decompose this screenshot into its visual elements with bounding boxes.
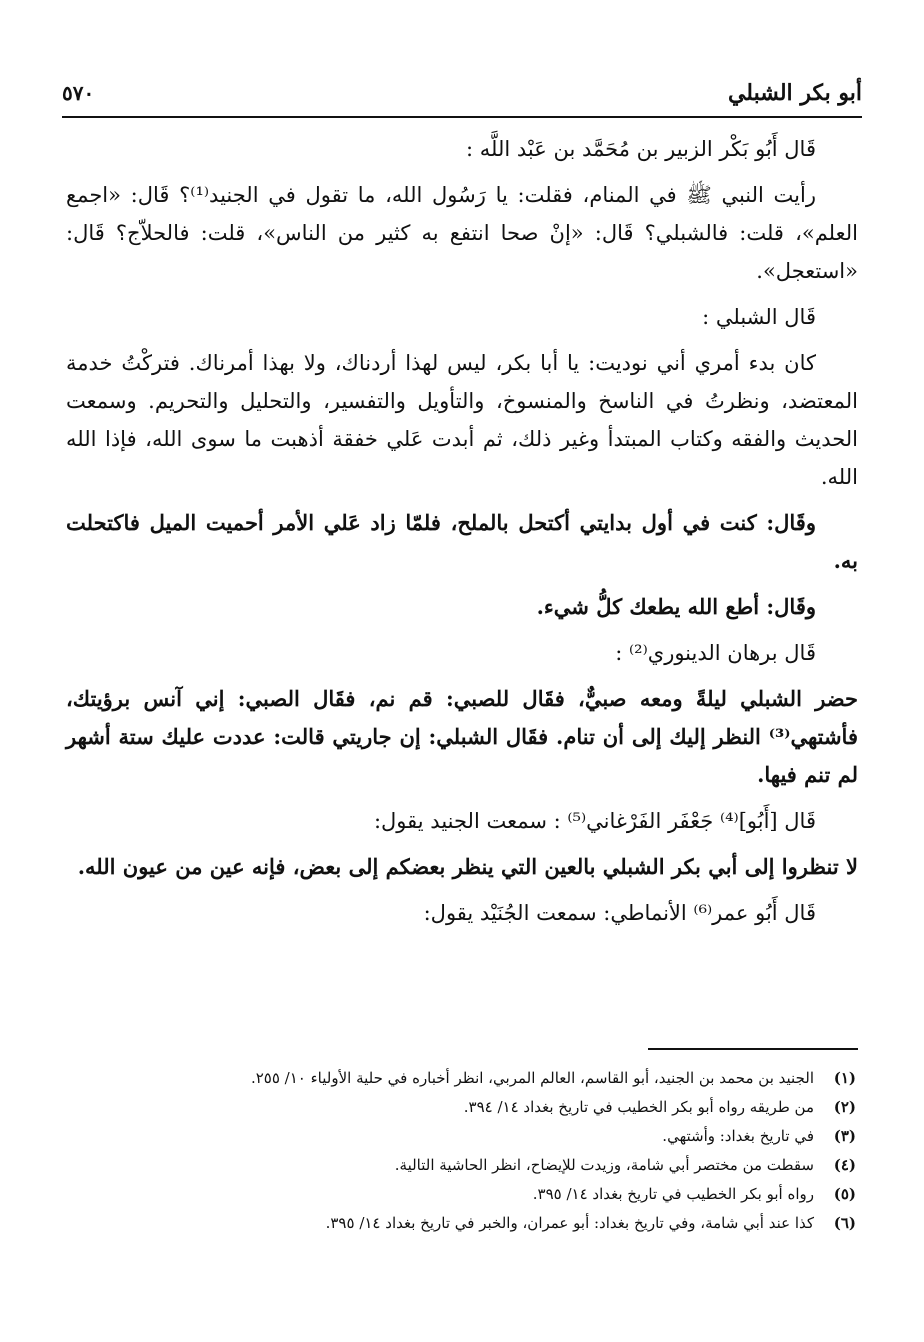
running-title: أبو بكر الشبلي	[727, 80, 862, 106]
footnotes	[66, 1048, 858, 1238]
paragraph: حضر الشبلي ليلةً ومعه صبيٌّ، فقَال للصبي: قم نم، فقَال الصبي: إني آنس برؤيتك، فأشتهي⁽³⁾ النظر إليك إلى أن تنام. فقَال الشبلي: إن جاريتي قالت: عددت عليك ستة أشهر لم تنم فيها.	[66, 686, 858, 787]
footnote-text: الجنيد بن محمد بن الجنيد، أبو القاسم، العالم المربي، انظر أخباره في حلية الأولياء ١٠/ ٢٥٥.	[250, 1069, 814, 1087]
page-number: ٥٧٠	[62, 81, 95, 105]
footnote-text: رواه أبو بكر الخطيب في تاريخ بغداد ١٤/ ٣٩٥.	[532, 1185, 814, 1203]
footnote-list	[66, 1064, 858, 1238]
footnote-number: (٤)	[833, 1156, 856, 1174]
paragraph: وقَال: أطع الله يطعك كلُّ شيء.	[536, 594, 816, 619]
paragraph: قَال الشبلي :	[702, 305, 816, 329]
footnote	[66, 1151, 858, 1180]
page-header	[62, 72, 862, 114]
paragraph: قَال برهان الدينوري⁽²⁾ :	[615, 641, 816, 665]
main-text	[66, 130, 858, 940]
footnote	[66, 1064, 858, 1093]
footnote	[66, 1209, 858, 1238]
footnote-text: سقطت من مختصر أبي شامة، وزيدت للإيضاح، انظر الحاشية التالية.	[394, 1156, 814, 1174]
footnote-number: (٥)	[833, 1185, 856, 1203]
paragraph: رأيت النبي ﷺ في المنام، فقلت: يا رَسُول الله، ما تقول في الجنيد⁽¹⁾؟ قَال: «اجمع العلم»، قلت: فالشبلي؟ قَال: «إنْ صحا انتفع به كثير من الناس»، قلت: فالحلاّج؟ قَال: «استعجل».	[66, 183, 858, 283]
footnote	[66, 1122, 858, 1151]
footnote-text: في تاريخ بغداد: وأشتهي.	[662, 1127, 814, 1145]
footnote-number: (١)	[833, 1069, 856, 1087]
header-divider	[62, 116, 862, 118]
footnote-text: كذا عند أبي شامة، وفي تاريخ بغداد: أبو عمران، والخبر في تاريخ بغداد ١٤/ ٣٩٥.	[325, 1214, 814, 1232]
footnote	[66, 1180, 858, 1209]
paragraph: قَال أَبُو بَكْر الزبير بن مُحَمَّد بن عَبْد اللَّه :	[466, 137, 816, 161]
footnote-divider	[648, 1048, 858, 1050]
footnote-number: (٣)	[833, 1127, 856, 1145]
paragraph: وقَال: كنت في أول بدايتي أكتحل بالملح، فلمّا زاد عَلي الأمر أحميت الميل فاكتحلت به.	[66, 510, 858, 573]
paragraph: قَال [أَبُو]⁽⁴⁾ جَعْفَر الفَرْغاني⁽⁵⁾ : سمعت الجنيد يقول:	[373, 809, 816, 833]
footnote-text: من طريقه رواه أبو بكر الخطيب في تاريخ بغداد ١٤/ ٣٩٤.	[463, 1098, 814, 1116]
footnote	[66, 1093, 858, 1122]
footnote-number: (٢)	[833, 1098, 856, 1116]
paragraph: كان بدء أمري أني نوديت: يا أبا بكر، ليس لهذا أردناك، ولا بهذا أمرناك. فتركْتُ خدمة المعتضد، ونظرتُ في الناسخ والمنسوخ، والتأويل والتفسير، والتحليل والتحريم. وسمعت الحديث والفقه وكتاب المبتدأ وغير ذلك، ثم أبدت عَلي خفقة أذهبت ما سوى الله، فإذا الله الله.	[66, 351, 858, 489]
paragraph: لا تنظروا إلى أبي بكر الشبلي بالعين التي ينظر بعضكم إلى بعض، فإنه عين من عيون الله.	[77, 854, 858, 879]
footnote-number: (٦)	[833, 1214, 856, 1232]
paragraph: قَال أَبُو عمر⁽⁶⁾ الأنماطي: سمعت الجُنَيْد يقول:	[423, 901, 816, 925]
